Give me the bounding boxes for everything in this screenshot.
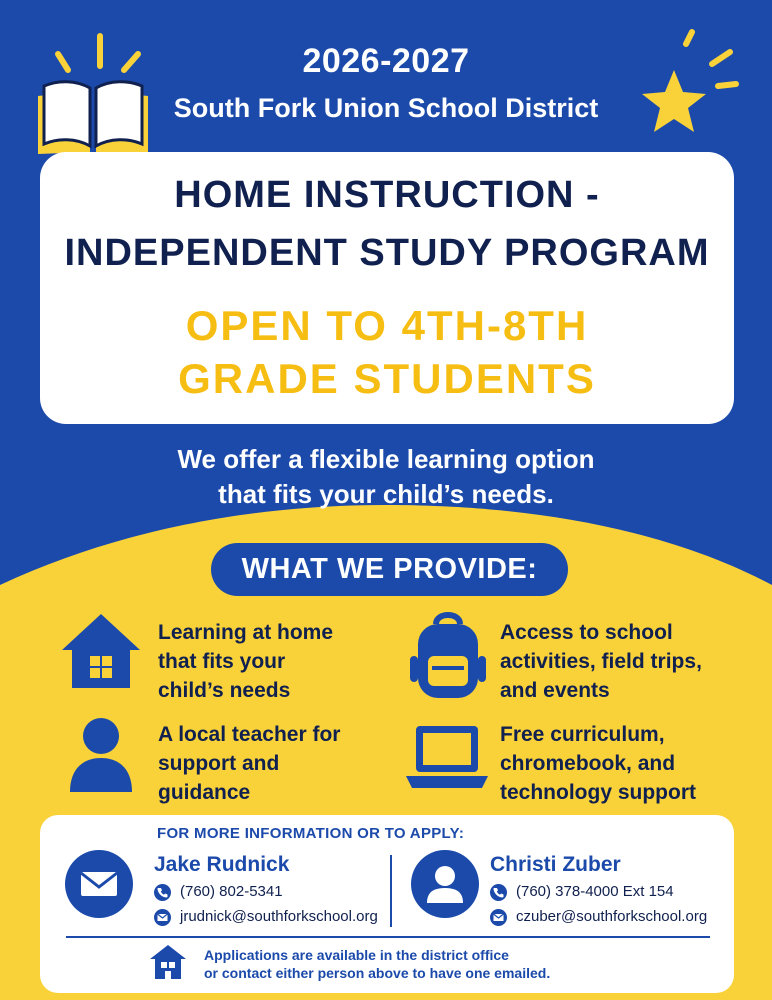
feature-school-activities: Access to school activities, field trips, and events [500, 621, 702, 702]
envelope-icon [64, 849, 134, 919]
contact-bottom-divider [66, 936, 710, 938]
house-icon [60, 610, 142, 692]
backpack-icon [408, 610, 488, 702]
program-title-line2: INDEPENDENT STUDY PROGRAM [64, 232, 710, 274]
feature-learning-at-home: Learning at home that fits your child’s needs [158, 621, 334, 702]
program-title-line1: HOME INSTRUCTION - [174, 174, 600, 216]
program-title-card [40, 152, 734, 424]
school-building-icon [148, 943, 188, 981]
grades-line1: OPEN TO 4TH-8TH [185, 302, 589, 349]
email-icon [490, 909, 507, 926]
feature-local-teacher: A local teacher for support and guidance [158, 723, 341, 804]
offer-line1: We offer a flexible learning option [177, 444, 595, 474]
contact-name-jake: Jake Rudnick [154, 853, 290, 876]
grades-line2: GRADE STUDENTS [178, 355, 596, 402]
laptop-icon [404, 722, 490, 792]
school-year: 2026-2027 [302, 42, 470, 80]
email-jake[interactable]: jrudnick@southforkschool.org [180, 908, 378, 925]
phone-icon [490, 884, 507, 901]
person-icon [66, 716, 136, 792]
contact-heading: FOR MORE INFORMATION OR TO APPLY: [157, 825, 465, 842]
district-name: South Fork Union School District [173, 93, 599, 123]
phone-jake[interactable]: (760) 802-5341 [180, 883, 283, 900]
phone-icon [154, 884, 171, 901]
phone-christi[interactable]: (760) 378-4000 Ext 154 [516, 883, 674, 900]
applications-note: Applications are available in the district office or contact either person above to have one emailed. [204, 947, 551, 981]
contact-name-christi: Christi Zuber [490, 853, 621, 876]
feature-free-curriculum: Free curriculum, chromebook, and technology support [500, 723, 696, 804]
email-icon [154, 909, 171, 926]
offer-line2: that fits your child’s needs. [218, 479, 554, 509]
person-avatar-icon [410, 849, 480, 919]
contact-card [40, 815, 734, 993]
contact-divider [390, 855, 392, 927]
email-christi[interactable]: czuber@southforkschool.org [516, 908, 708, 925]
what-we-provide-heading: WHAT WE PROVIDE: [211, 543, 568, 596]
